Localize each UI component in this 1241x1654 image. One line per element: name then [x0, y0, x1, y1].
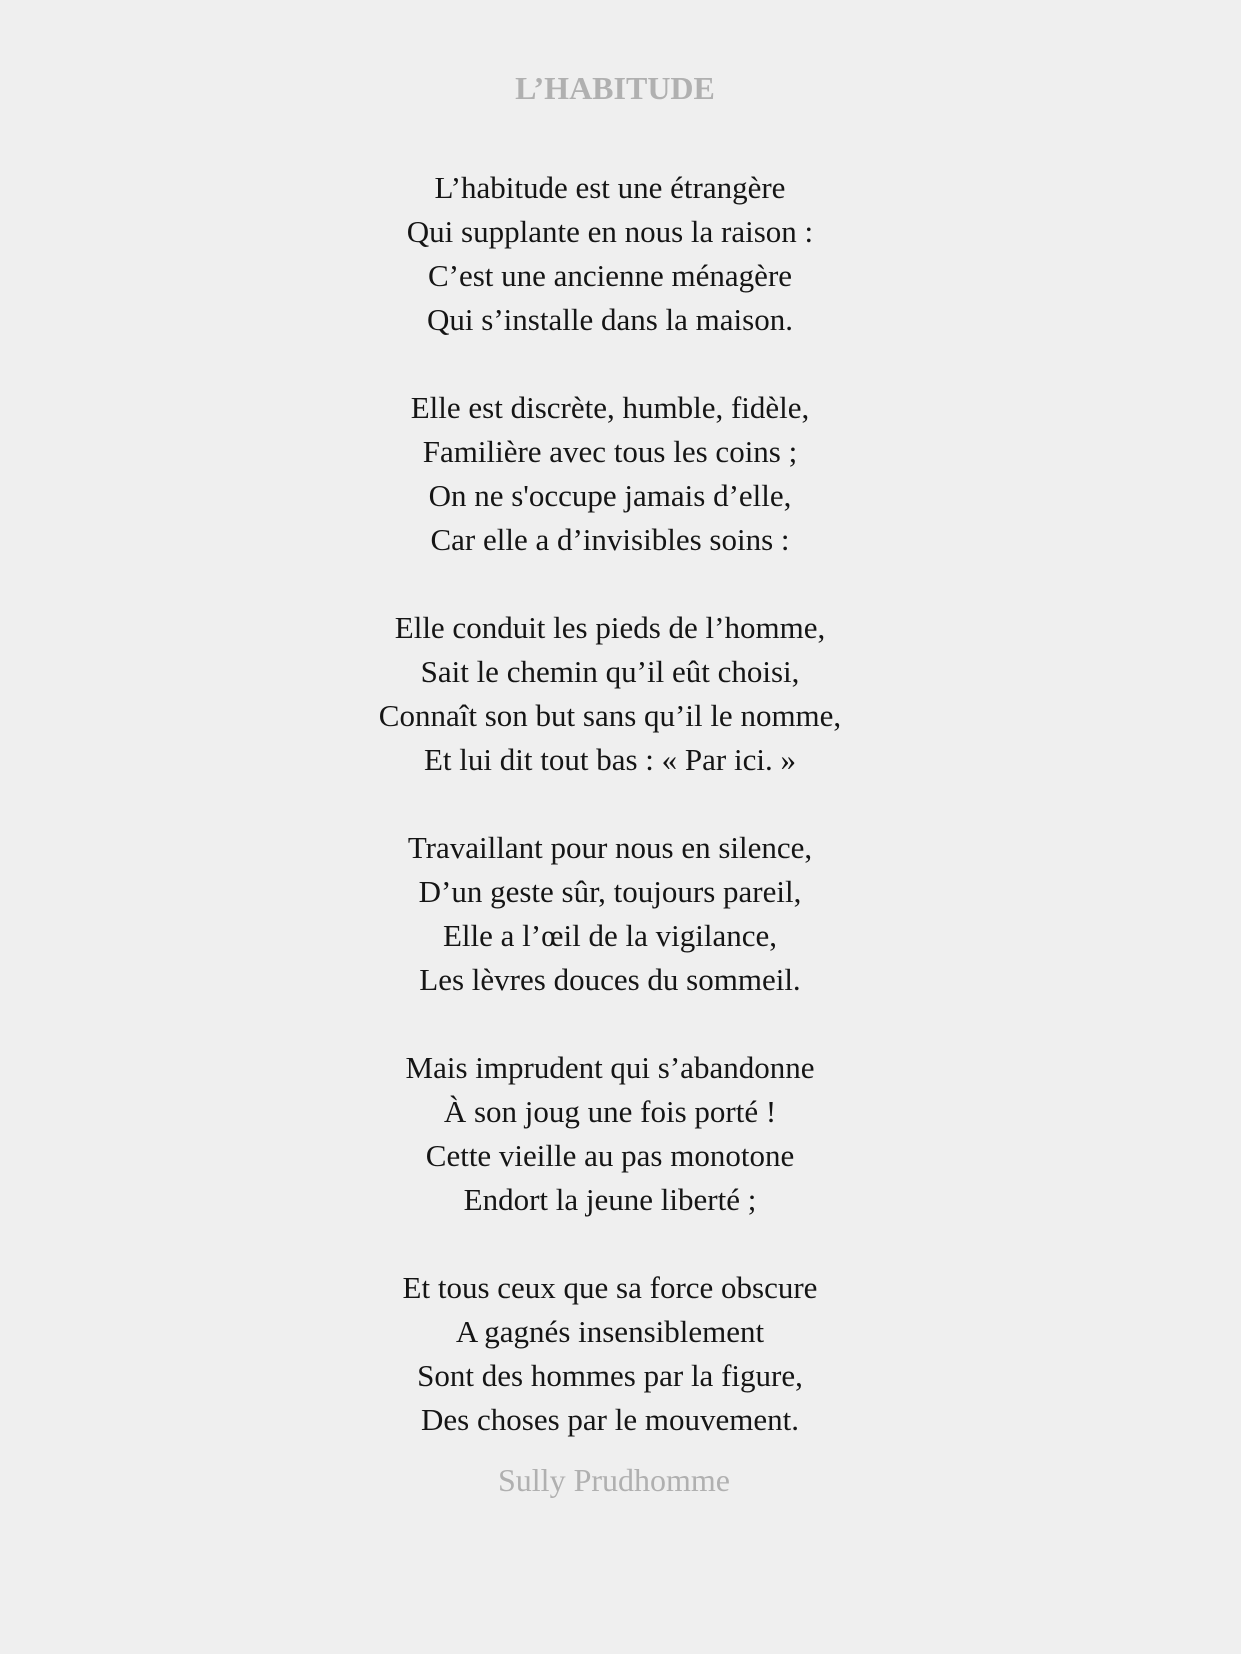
verse-line: Familière avec tous les coins ; — [422, 434, 798, 469]
stanza — [0, 826, 1220, 1002]
stanza — [0, 1266, 1220, 1442]
verse-line: Connaît son but sans qu’il le nomme, — [378, 698, 842, 733]
verse-line: On ne s'occupe jamais d’elle, — [428, 478, 792, 513]
verse-line: Des choses par le mouvement. — [421, 1402, 799, 1437]
stanza — [0, 386, 1220, 562]
verse-line: D’un geste sûr, toujours pareil, — [418, 874, 802, 909]
poem-body — [0, 166, 1220, 1486]
verse-line: Qui supplante en nous la raison : — [406, 214, 814, 249]
verse-line: Elle conduit les pieds de l’homme, — [394, 610, 826, 645]
verse-line: Endort la jeune liberté ; — [463, 1182, 757, 1217]
verse-line: Sont des hommes par la figure, — [417, 1358, 803, 1393]
stanza — [0, 1046, 1220, 1222]
verse-line: Sait le chemin qu’il eût choisi, — [420, 654, 800, 689]
verse-line: Elle est discrète, humble, fidèle, — [410, 390, 810, 425]
verse-line: Mais imprudent qui s’abandonne — [405, 1050, 815, 1085]
verse-line: À son joug une fois porté ! — [443, 1094, 777, 1129]
stanza — [0, 606, 1220, 782]
verse-line: Elle a l’œil de la vigilance, — [443, 918, 777, 953]
verse-line: Travaillant pour nous en silence, — [407, 830, 813, 865]
verse-line: Et lui dit tout bas : « Par ici. » — [424, 742, 796, 777]
verse-line: L’habitude est une étrangère — [434, 170, 786, 205]
verse-line: C’est une ancienne ménagère — [427, 258, 793, 293]
verse-line: Qui s’installe dans la maison. — [427, 302, 793, 337]
verse-line: Cette vieille au pas monotone — [425, 1138, 795, 1173]
stanza — [0, 166, 1220, 342]
verse-line: A gagnés insensiblement — [455, 1314, 765, 1349]
poem-author: Sully Prudhomme — [497, 1462, 730, 1498]
poem-title: L’HABITUDE — [515, 70, 715, 106]
verse-line: Car elle a d’invisibles soins : — [430, 522, 790, 557]
verse-line: Et tous ceux que sa force obscure — [402, 1270, 818, 1305]
verse-line: Les lèvres douces du sommeil. — [419, 962, 801, 997]
